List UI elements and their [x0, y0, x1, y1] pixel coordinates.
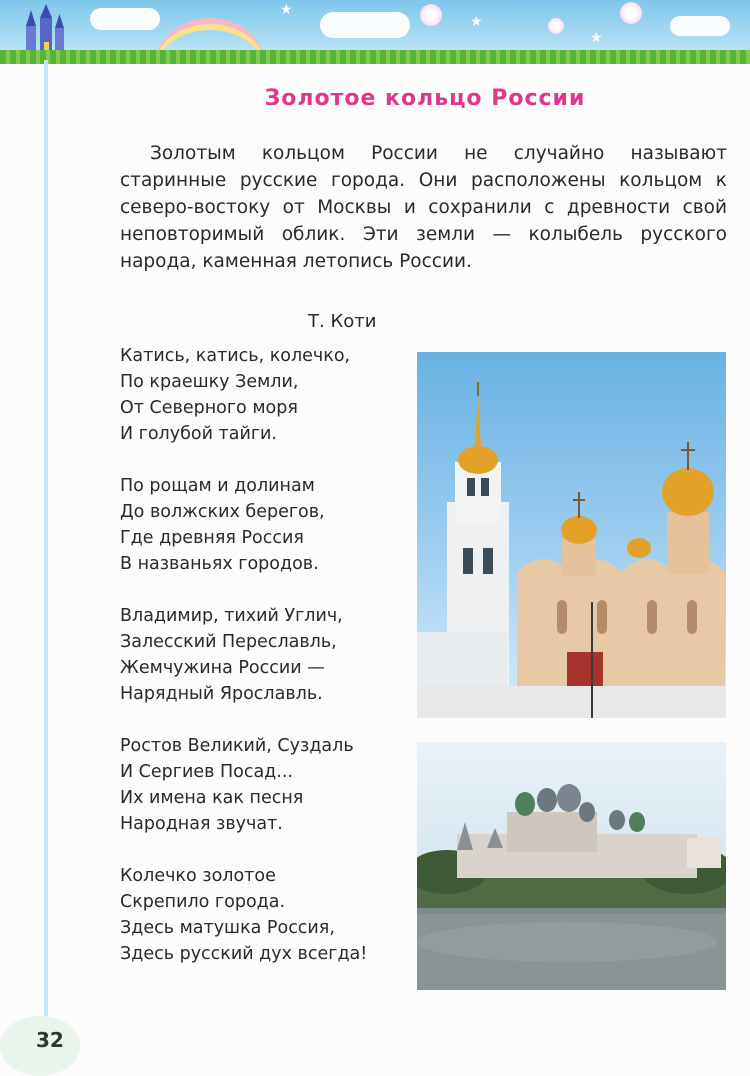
poem-author: Т. Коти [308, 311, 377, 332]
poem [120, 343, 410, 993]
page-number: 32 [36, 1028, 64, 1052]
page-number-badge [0, 1016, 80, 1076]
poem-line: Нарядный Ярославль. [120, 684, 323, 704]
poem-stanza [120, 343, 410, 447]
star-icon: ★ [590, 30, 603, 46]
poem-line: Жемчужина России — [120, 658, 325, 678]
poem-line: До волжских берегов, [120, 502, 325, 522]
kremlin-illustration [417, 742, 726, 990]
poem-stanza [120, 733, 410, 837]
poem-line: И голубой тайги. [120, 424, 277, 444]
star-icon: ★ [470, 14, 483, 30]
poem-line: Где древняя Россия [120, 528, 304, 548]
cathedral-illustration [417, 352, 726, 718]
intro-text: Золотым кольцом России не случайно называют старинные русские города. Они расположены кольцом к северо-востоку от Москвы и сохранили с древности свой неповторимый облик. Эти земли — колыбель русского народа, каменная летопись России. [120, 143, 727, 272]
intro-paragraph [120, 140, 727, 275]
poem-line: От Северного моря [120, 398, 298, 418]
grass-strip [0, 50, 750, 64]
cloud-decoration [670, 16, 730, 36]
poem-stanza [120, 473, 410, 577]
margin-line [44, 60, 48, 1050]
poem-line: Здесь русский дух всегда! [120, 944, 368, 964]
poem-line: Залесский Переславль, [120, 632, 337, 652]
poem-line: По краешку Земли, [120, 372, 299, 392]
poem-stanza [120, 863, 410, 967]
sun-decoration [548, 18, 564, 34]
cloud-decoration [90, 8, 160, 30]
kremlin-lake-photo [417, 742, 726, 990]
header-banner [0, 0, 750, 64]
poem-line: Ростов Великий, Суздаль [120, 736, 354, 756]
star-icon: ★ [280, 2, 293, 18]
sun-decoration [420, 4, 442, 26]
cloud-decoration [320, 12, 410, 38]
poem-line: Владимир, тихий Углич, [120, 606, 343, 626]
poem-line: Скрепило города. [120, 892, 286, 912]
poem-line: В названьях городов. [120, 554, 319, 574]
page-title: Золотое кольцо России [264, 86, 586, 111]
poem-line: Народная звучат. [120, 814, 283, 834]
poem-line: И Сергиев Посад... [120, 762, 293, 782]
poem-stanza [120, 603, 410, 707]
poem-line: Их имена как песня [120, 788, 304, 808]
poem-line: Катись, катись, колечко, [120, 346, 351, 366]
poem-line: По рощам и долинам [120, 476, 315, 496]
poem-line: Здесь матушка Россия, [120, 918, 335, 938]
poem-line: Колечко золотое [120, 866, 276, 886]
cathedral-photo [417, 352, 726, 718]
sun-decoration [620, 2, 642, 24]
